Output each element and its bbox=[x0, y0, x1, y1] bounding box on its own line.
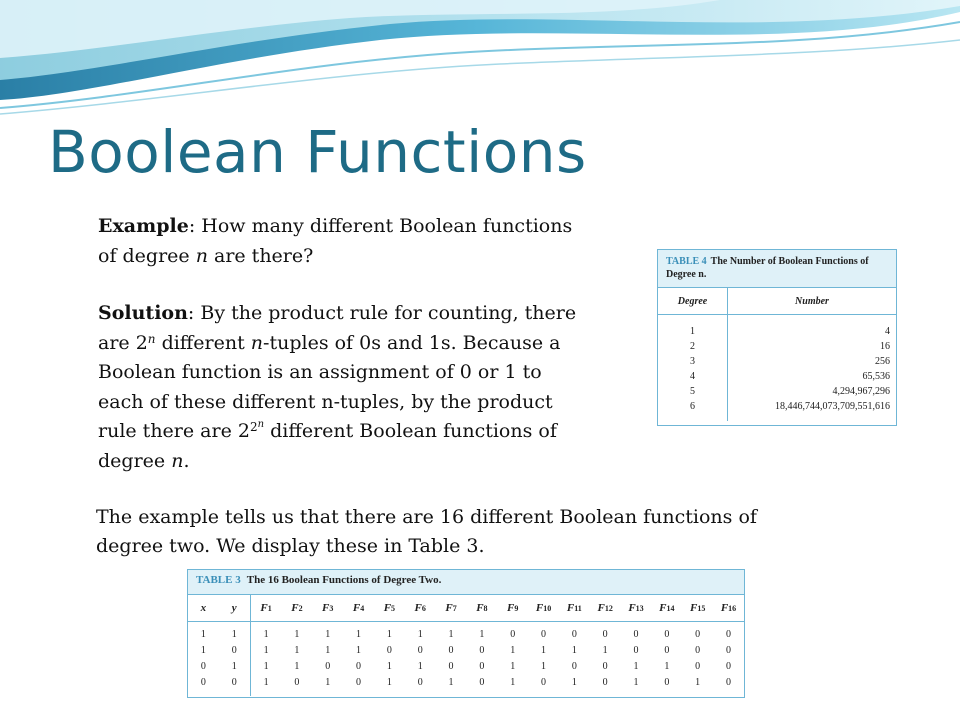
table-3-column-header: F 15 bbox=[682, 595, 713, 622]
table-4-number-cell: 4 bbox=[885, 326, 890, 337]
solution-text-5: Boolean function is an assignment of 0 or 1 to bbox=[98, 361, 542, 383]
table-3-cell: 0 bbox=[664, 629, 670, 640]
table-3-cell: 1 bbox=[356, 629, 362, 640]
table-3-cell: 0 bbox=[417, 645, 423, 656]
solution-text-6: each of these different n-tuples, by the product bbox=[98, 390, 553, 413]
table-3-cell: 0 bbox=[602, 629, 608, 640]
table-3-cell: 0 bbox=[479, 645, 485, 656]
table-4 bbox=[657, 249, 897, 426]
table-3-cell: 0 bbox=[695, 629, 701, 640]
table-4-number-values bbox=[728, 315, 896, 421]
table-3-column bbox=[188, 595, 219, 696]
table-3-cell: 1 bbox=[294, 645, 300, 656]
table-3-cell: 0 bbox=[725, 629, 731, 640]
table-3-column-header: F 6 bbox=[405, 595, 436, 622]
table-4-degree-cell: 3 bbox=[690, 356, 695, 367]
solution-exp-n: n bbox=[147, 331, 156, 346]
table-3-column-header: F 14 bbox=[651, 595, 682, 622]
solution-n: n bbox=[250, 331, 264, 354]
table-3-cell: 1 bbox=[263, 677, 269, 688]
table-3-cell: 1 bbox=[294, 629, 300, 640]
table-3-cell: 1 bbox=[633, 661, 639, 672]
table-3-cell: 0 bbox=[231, 677, 237, 688]
solution-text-2: are 2 bbox=[98, 331, 148, 354]
table-4-degree-cell: 5 bbox=[690, 386, 695, 397]
table-3-column-header: F 8 bbox=[466, 595, 497, 622]
solution-text-3: different bbox=[155, 331, 251, 354]
table-3-cell: 0 bbox=[541, 677, 547, 688]
table-3-column-header: F 7 bbox=[436, 595, 467, 622]
table-3-column bbox=[436, 595, 467, 696]
example-paragraph bbox=[98, 212, 618, 271]
table-3-cell: 0 bbox=[725, 645, 731, 656]
table-4-degree-cell: 1 bbox=[690, 326, 695, 337]
table-3-cell: 1 bbox=[448, 629, 454, 640]
table-3-cell: 1 bbox=[356, 645, 362, 656]
table-3-column bbox=[374, 595, 405, 696]
table-3-cell: 1 bbox=[294, 661, 300, 672]
solution-text-7: rule there are 2 bbox=[98, 420, 250, 442]
table-4-caption: The Number of Boolean Functions of Degree n. bbox=[666, 256, 869, 280]
table-3-cell: 1 bbox=[386, 661, 392, 672]
table-3-label: TABLE 3 bbox=[196, 574, 241, 586]
bottom-paragraph bbox=[96, 503, 836, 561]
table-3-column-header: F 9 bbox=[497, 595, 528, 622]
table-4-number-cell: 65,536 bbox=[862, 371, 890, 382]
table-3-cell: 0 bbox=[448, 645, 454, 656]
table-3-cell: 1 bbox=[448, 677, 454, 688]
table-3-cell: 0 bbox=[200, 677, 206, 688]
table-3-cell: 1 bbox=[200, 629, 206, 640]
table-3-cell: 1 bbox=[571, 677, 577, 688]
table-3-cell: 1 bbox=[633, 677, 639, 688]
table-3-column bbox=[219, 595, 251, 696]
solution-text-1: : By the product rule for counting, there bbox=[187, 302, 577, 324]
table-3-cell: 0 bbox=[356, 661, 362, 672]
solution-degree-n: n bbox=[171, 449, 184, 472]
bottom-text-2: degree two. We display these in Table 3. bbox=[96, 535, 485, 557]
header-wave-decoration bbox=[0, 0, 960, 120]
table-3-cell: 0 bbox=[200, 661, 206, 672]
table-3-column-header: y bbox=[219, 595, 250, 622]
solution-exp-2: 2 bbox=[249, 420, 258, 434]
table-3-cell: 0 bbox=[479, 661, 485, 672]
table-3-cell: 0 bbox=[541, 629, 547, 640]
table-3-column bbox=[651, 595, 682, 696]
table-3-column-header: F 10 bbox=[528, 595, 559, 622]
table-3-column-header: F 2 bbox=[281, 595, 312, 622]
table-3-column-header: F 11 bbox=[559, 595, 590, 622]
table-3-column bbox=[405, 595, 436, 696]
table-3-cell: 1 bbox=[664, 661, 670, 672]
table-3-cell: 0 bbox=[325, 661, 331, 672]
table-3-cell: 0 bbox=[479, 677, 485, 688]
table-3-cell: 1 bbox=[231, 661, 237, 672]
table-4-degree-cell: 2 bbox=[690, 341, 695, 352]
table-3-column bbox=[343, 595, 374, 696]
solution-text-9: degree bbox=[98, 449, 172, 472]
table-3-cell: 1 bbox=[510, 677, 516, 688]
table-3-column-header: F 13 bbox=[621, 595, 652, 622]
table-3-cell: 0 bbox=[386, 645, 392, 656]
table-3-cell: 0 bbox=[725, 677, 731, 688]
table-3-cell: 1 bbox=[602, 645, 608, 656]
table-3-caption: The 16 Boolean Functions of Degree Two. bbox=[246, 574, 442, 586]
solution-label: Solution bbox=[98, 302, 188, 324]
table-3-cell: 0 bbox=[664, 677, 670, 688]
table-3-column-header: F 4 bbox=[343, 595, 374, 622]
table-3-column bbox=[528, 595, 559, 696]
table-4-col-number: Number bbox=[795, 295, 829, 307]
table-4-header bbox=[658, 250, 896, 288]
table-3-column bbox=[466, 595, 497, 696]
table-3-cell: 0 bbox=[633, 645, 639, 656]
example-text-2: of degree bbox=[98, 244, 196, 267]
table-4-degree-values bbox=[658, 315, 728, 421]
solution-exp-2n: n bbox=[257, 419, 265, 430]
slide-title: Boolean Functions bbox=[48, 118, 587, 186]
example-text-3: are there? bbox=[207, 244, 314, 267]
table-3 bbox=[187, 569, 745, 698]
table-3-cell: 0 bbox=[571, 661, 577, 672]
table-3-column bbox=[251, 595, 282, 696]
table-3-cell: 1 bbox=[571, 645, 577, 656]
table-3-column-header: F 16 bbox=[713, 595, 744, 622]
table-3-cell: 1 bbox=[325, 645, 331, 656]
table-3-cell: 0 bbox=[664, 645, 670, 656]
table-4-number-cell: 16 bbox=[880, 341, 890, 352]
table-3-cell: 0 bbox=[602, 677, 608, 688]
table-3-cell: 1 bbox=[541, 661, 547, 672]
table-4-degree-cell: 4 bbox=[690, 371, 695, 382]
table-3-cell: 1 bbox=[510, 661, 516, 672]
table-3-column bbox=[281, 595, 312, 696]
table-3-column bbox=[497, 595, 528, 696]
table-3-cell: 1 bbox=[263, 661, 269, 672]
table-3-cell: 0 bbox=[695, 645, 701, 656]
table-3-cell: 0 bbox=[231, 645, 237, 656]
table-3-cell: 1 bbox=[695, 677, 701, 688]
table-3-cell: 1 bbox=[325, 629, 331, 640]
bottom-text-1: The example tells us that there are 16 different Boolean functions of bbox=[96, 506, 757, 528]
table-4-number-cell: 4,294,967,296 bbox=[832, 386, 890, 397]
table-3-cell: 1 bbox=[510, 645, 516, 656]
table-3-cell: 1 bbox=[386, 677, 392, 688]
example-n: n bbox=[195, 244, 208, 267]
solution-text-10: . bbox=[183, 449, 190, 472]
example-label: Example bbox=[98, 215, 189, 237]
table-3-column bbox=[713, 595, 744, 696]
table-3-cell: 1 bbox=[325, 677, 331, 688]
table-3-cell: 0 bbox=[294, 677, 300, 688]
table-3-cell: 1 bbox=[417, 661, 423, 672]
table-3-column bbox=[682, 595, 713, 696]
table-3-cell: 1 bbox=[417, 629, 423, 640]
solution-text-4: -tuples of 0s and 1s. Because a bbox=[263, 331, 561, 354]
table-3-cell: 1 bbox=[479, 629, 485, 640]
table-3-column bbox=[621, 595, 652, 696]
table-3-column-header: x bbox=[188, 595, 219, 622]
solution-paragraph bbox=[98, 299, 618, 476]
table-3-cell: 0 bbox=[417, 677, 423, 688]
table-3-column-header: F 12 bbox=[590, 595, 621, 622]
table-3-column bbox=[559, 595, 590, 696]
table-3-cell: 0 bbox=[633, 629, 639, 640]
table-4-degree-cell: 6 bbox=[690, 401, 695, 412]
table-3-cell: 1 bbox=[231, 629, 237, 640]
table-4-label: TABLE 4 bbox=[666, 256, 707, 267]
table-3-grid bbox=[188, 595, 744, 696]
table-4-number-cell: 256 bbox=[875, 356, 890, 367]
table-3-cell: 1 bbox=[541, 645, 547, 656]
solution-text-8: different Boolean functions of bbox=[264, 420, 557, 442]
table-3-cell: 1 bbox=[386, 629, 392, 640]
table-4-col-degree: Degree bbox=[658, 288, 728, 314]
table-3-cell: 0 bbox=[571, 629, 577, 640]
table-3-column bbox=[312, 595, 343, 696]
table-3-column bbox=[590, 595, 621, 696]
table-3-header bbox=[188, 570, 744, 595]
table-3-cell: 1 bbox=[200, 645, 206, 656]
table-3-cell: 0 bbox=[602, 661, 608, 672]
table-3-column-header: F 5 bbox=[374, 595, 405, 622]
table-3-cell: 0 bbox=[448, 661, 454, 672]
table-3-cell: 0 bbox=[725, 661, 731, 672]
table-3-column-header: F 3 bbox=[312, 595, 343, 622]
table-4-number-cell: 18,446,744,073,709,551,616 bbox=[775, 401, 890, 412]
table-3-cell: 0 bbox=[695, 661, 701, 672]
table-3-column-header: F 1 bbox=[251, 595, 282, 622]
table-3-cell: 1 bbox=[263, 645, 269, 656]
table-3-cell: 0 bbox=[510, 629, 516, 640]
example-text-1: : How many different Boolean functions bbox=[188, 215, 573, 237]
table-3-cell: 1 bbox=[263, 629, 269, 640]
table-3-cell: 0 bbox=[356, 677, 362, 688]
